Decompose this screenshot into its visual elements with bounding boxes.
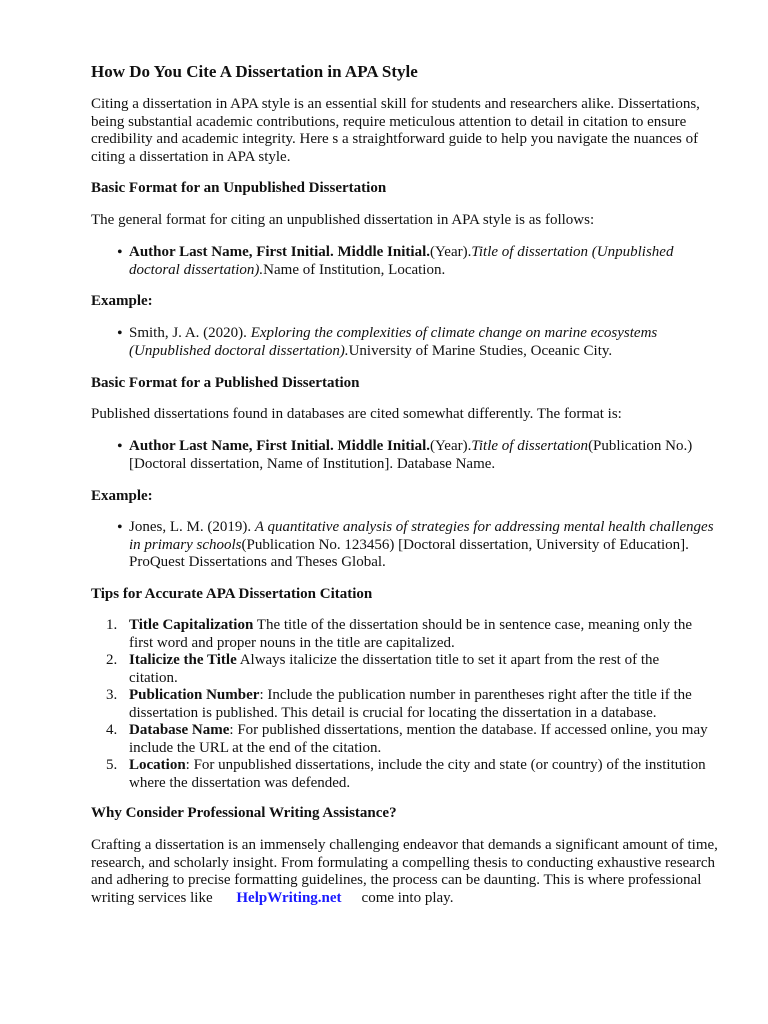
bullet-icon: •	[117, 438, 123, 455]
unpublished-text: The general format for citing an unpublished dissertation in APA style is as follows:	[91, 212, 595, 228]
list-item: 1. Title Capitalization The title of the dissertation should be in sentence case, meaning only the first word and proper nouns in the title are capitalized.	[106, 617, 693, 651]
list-item: 3. Publication Number: Include the publication number in parentheses right after the title if the dissertation is published. This detail is crucial for locating the dissertation in a database.	[106, 687, 692, 721]
bullet-icon: •	[117, 325, 123, 342]
format-year: (Year).	[429, 438, 472, 454]
list-item: 4. Database Name: For published dissertations, mention the database. If accessed online, you may include the URL at the end of the citation.	[106, 722, 708, 756]
assistance-tail: come into play.	[361, 889, 454, 906]
published-format-item	[117, 438, 719, 473]
format-author: Author Last Name, First Initial. Middle Initial.	[129, 244, 430, 260]
format-year: (Year).	[429, 244, 472, 260]
unpublished-heading: Basic Format for an Unpublished Dissertation	[91, 180, 387, 196]
published-example-item	[117, 519, 719, 572]
bullet-icon: •	[117, 519, 123, 536]
published-heading: Basic Format for a Published Dissertation	[91, 375, 360, 391]
assistance-heading: Why Consider Professional Writing Assistance?	[91, 805, 397, 821]
helpwriting-link[interactable]: HelpWriting.net	[236, 889, 342, 906]
intro-paragraph: Citing a dissertation in APA style is an essential skill for students and researchers alike. Dissertations, being substantial academic contributions, require meticulous attention to detail in citation to ensure credibility and academic integrity. Here s a straightforward guide to help you navigate the nuances of citing a dissertation in APA style.	[91, 96, 700, 165]
format-rest: (Publication No.) [Doctoral dissertation, Name of Institution]. Database Name.	[129, 438, 693, 472]
list-item: 5. Location: For unpublished dissertations, include the city and state (or country) of the institution where the dissertation was defended.	[106, 757, 706, 791]
format-rest: Name of Institution, Location.	[263, 261, 446, 278]
assistance-paragraph	[91, 837, 727, 907]
format-author: Author Last Name, First Initial. Middle Initial.	[129, 438, 430, 454]
format-title: Title of dissertation	[471, 438, 589, 454]
assistance-text: Crafting a dissertation is an immensely challenging endeavor that demands a significant amount of time, research, and scholarly insight. From formulating a compelling thesis to conducting exhaustive research and adhering to precise formatting guidelines, the process can be daunting. This is where professional writing services like	[91, 837, 718, 906]
example-rest: University of Marine Studies, Oceanic City.	[348, 342, 613, 359]
tips-heading: Tips for Accurate APA Dissertation Citation	[91, 586, 373, 602]
example-title: A quantitative analysis of strategies for addressing mental health challenges in primary schools	[129, 519, 714, 553]
published-text: Published dissertations found in databases are cited somewhat differently. The format is:	[91, 406, 622, 422]
example-author: Smith, J. A. (2020).	[129, 325, 247, 341]
tips-list	[91, 617, 711, 792]
unpublished-example-item	[117, 325, 719, 360]
example-author: Jones, L. M. (2019).	[129, 519, 252, 535]
format-title: Title of dissertation (Unpublished doctoral dissertation).	[129, 244, 674, 278]
unpublished-format-item	[117, 244, 719, 279]
list-item: 2. Italicize the Title Always italicize the dissertation title to set it apart from the rest of the citation.	[106, 652, 660, 686]
bullet-icon: •	[117, 244, 123, 261]
example-title: Exploring the complexities of climate change on marine ecosystems (Unpublished doctoral dissertation).	[129, 325, 658, 359]
example-heading: Example:	[91, 293, 153, 309]
page-title: How Do You Cite A Dissertation in APA Style	[91, 62, 418, 81]
example-rest: (Publication No. 123456) [Doctoral dissertation, University of Education]. ProQuest Dissertations and Theses Global.	[129, 536, 689, 570]
example-heading: Example:	[91, 488, 153, 504]
